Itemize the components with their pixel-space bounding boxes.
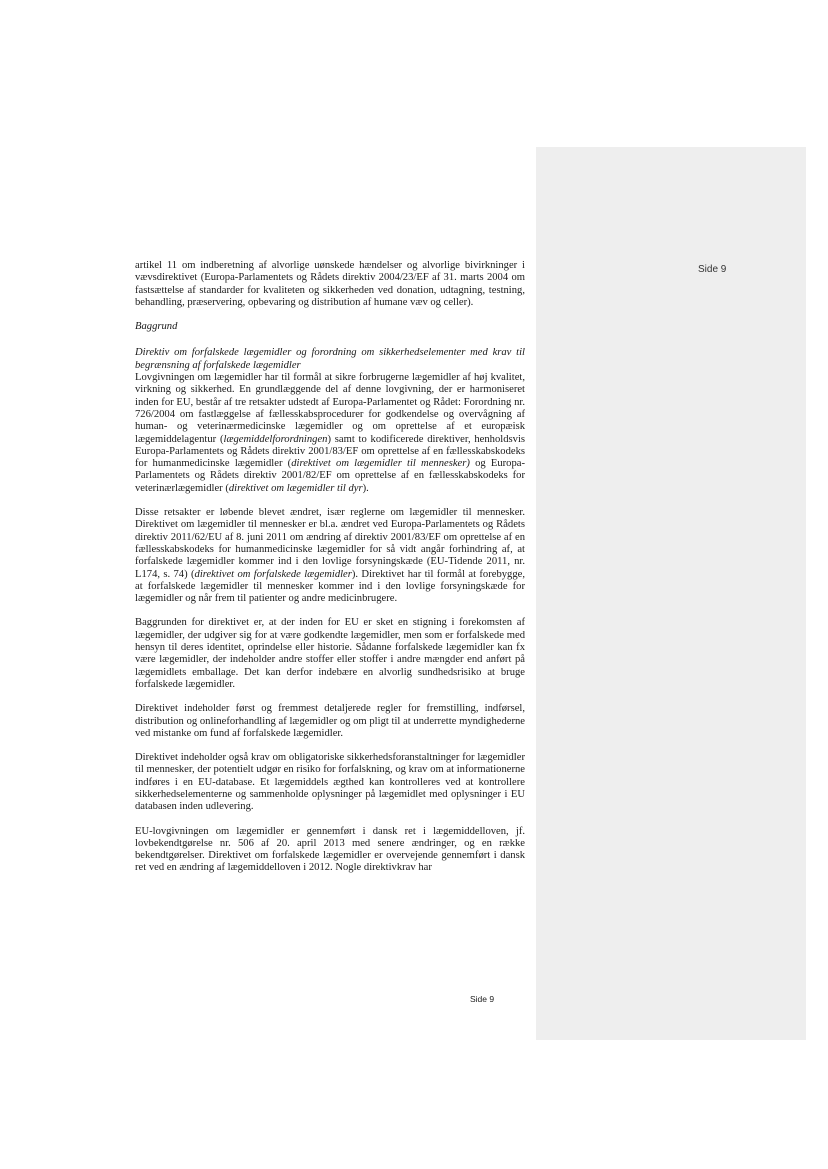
p2-text-a: Disse retsakter er løbende blevet ændret, især reglerne om lægemidler til mennesker. Direktivet om lægemidler til mennesker er bl.a. ændret ved Europa-Parlamentets og Rådets direktiv 2011/62/EU af 8. juni 2011 om ændring af direktiv 2001/83/EF om oprettelse af en fællesskabskodeks for humanmedicinske lægemidler for så vidt angår forhindring af, at forfalskede lægemidler kommer ind i den lovlige forsyningskæde (EU-Tidende 2011, nr. L174, s. 74) (: [135, 507, 525, 580]
p1-text-b: ) samt to kodificerede direktiver, henholdsvis Europa-Parlamentets og Rådets direktiv 2001/83/EF om oprettelse af en fællesskabskodeks for humanmedicinske lægemidler (: [135, 433, 526, 470]
side-label: Side 9: [698, 264, 727, 275]
subheading: Direktiv om forfalskede lægemidler og forordning om sikkerhedselementer med krav til begrænsning af forfalskede lægemidler: [135, 347, 525, 371]
p1-text-d: ).: [362, 482, 369, 494]
margin-panel: [536, 147, 806, 1040]
p1-emphasis-2: direktivet om lægemidler til mennesker): [291, 458, 470, 470]
paragraph-6: EU-lovgivningen om lægemidler er gennemført i dansk ret i lægemiddelloven, jf. lovbekendtgørelse nr. 506 af 20. april 2013 med senere ændringer, og en række bekendtgørelser. Direktivet om forfalskede lægemidler er overvejende gennemført i dansk ret ved en ændring af lægemiddelloven i 2012. Nogle direktivkrav har: [135, 825, 525, 874]
paragraph-intro: artikel 11 om indberetning af alvorlige uønskede hændelser og alvorlige bivirkninger i vævsdirektivet (Europa-Parlamentets og Rådets direktiv 2004/23/EF af 31. marts 2004 om fastsættelse af standarder for kvaliteten og sikkerheden ved donation, udtagning, testning, behandling, præservering, opbevaring og distribution af humane væv og celler).: [135, 260, 525, 308]
document-body: [135, 260, 525, 875]
paragraph-2: [135, 507, 525, 605]
p2-emphasis: direktivet om forfalskede lægemidler: [194, 568, 352, 580]
heading-baggrund: Baggrund: [135, 321, 178, 333]
paragraph-4: Direktivet indeholder først og fremmest detaljerede regler for fremstilling, indførsel, distribution og onlineforhandling af lægemidler og om pligt til at underrette myndighederne ved mistanke om fund af forfalskede lægemidler.: [135, 703, 525, 739]
p1-text-a: Lovgivningen om lægemidler har til formål at sikre forbrugerne lægemidler af høj kvalitet, virkning og sikkerhed. En grundlæggende del af denne lovgivning, der er harmoniseret inden for EU, består af tre retsakter udstedt af Europa-Parlamentet og Rådet: Forordning nr. 726/2004 om fastlæggelse af fællesskabsprocedurer for godkendelse og overvågning af human- og veterinærmedicinske lægemidler og om oprettelse af et europæisk lægemiddelagentur (: [135, 372, 525, 445]
p1-emphasis-3: direktivet om lægemidler til dyr: [228, 482, 363, 494]
p2-text-b: ). Direktivet har til formål at forebygge, at forfalskede lægemidler til mennesker kommer ind i den lovlige forsyningskæde for lægemidler og når frem til patienter og andre medicinbrugere.: [135, 568, 525, 605]
paragraph-5: Direktivet indeholder også krav om obligatoriske sikkerhedsforanstaltninger for lægemidler til mennesker, der potentielt udgør en risiko for forfalskning, og krav om at informationerne indføres i en EU-database. Et lægemiddels ægthed kan kontrolleres ved at kontrollere sikkerhedselementerne og sammenholde oplysninger på lægemidlet med oplysninger i EU databasen inden udlevering.: [135, 752, 525, 813]
page-number-footer: Side 9: [470, 994, 495, 1004]
paragraph-1: [135, 372, 525, 495]
paragraph-3: Baggrunden for direktivet er, at der inden for EU er sket en stigning i forekomsten af lægemidler, der udgiver sig for at være godkendte lægemidler, men som er forfalskede med hensyn til deres identitet, oprindelse eller historie. Sådanne forfalskede lægemidler kan fx være lægemidler, der indeholder andre stoffer eller stoffer i andre mængder end anført på lægemidlets emballage. Det kan derfor indebære en alvorlig sundhedsrisiko at bruge forfalskede lægemidler.: [135, 617, 525, 690]
p1-text-c: og Europa-Parlamentets og Rådets direktiv 2001/82/EF om oprettelse af en fællesskabskodeks for veterinærlægemidler (: [135, 458, 525, 494]
p1-emphasis-1: lægemiddelforordningen: [223, 433, 328, 445]
